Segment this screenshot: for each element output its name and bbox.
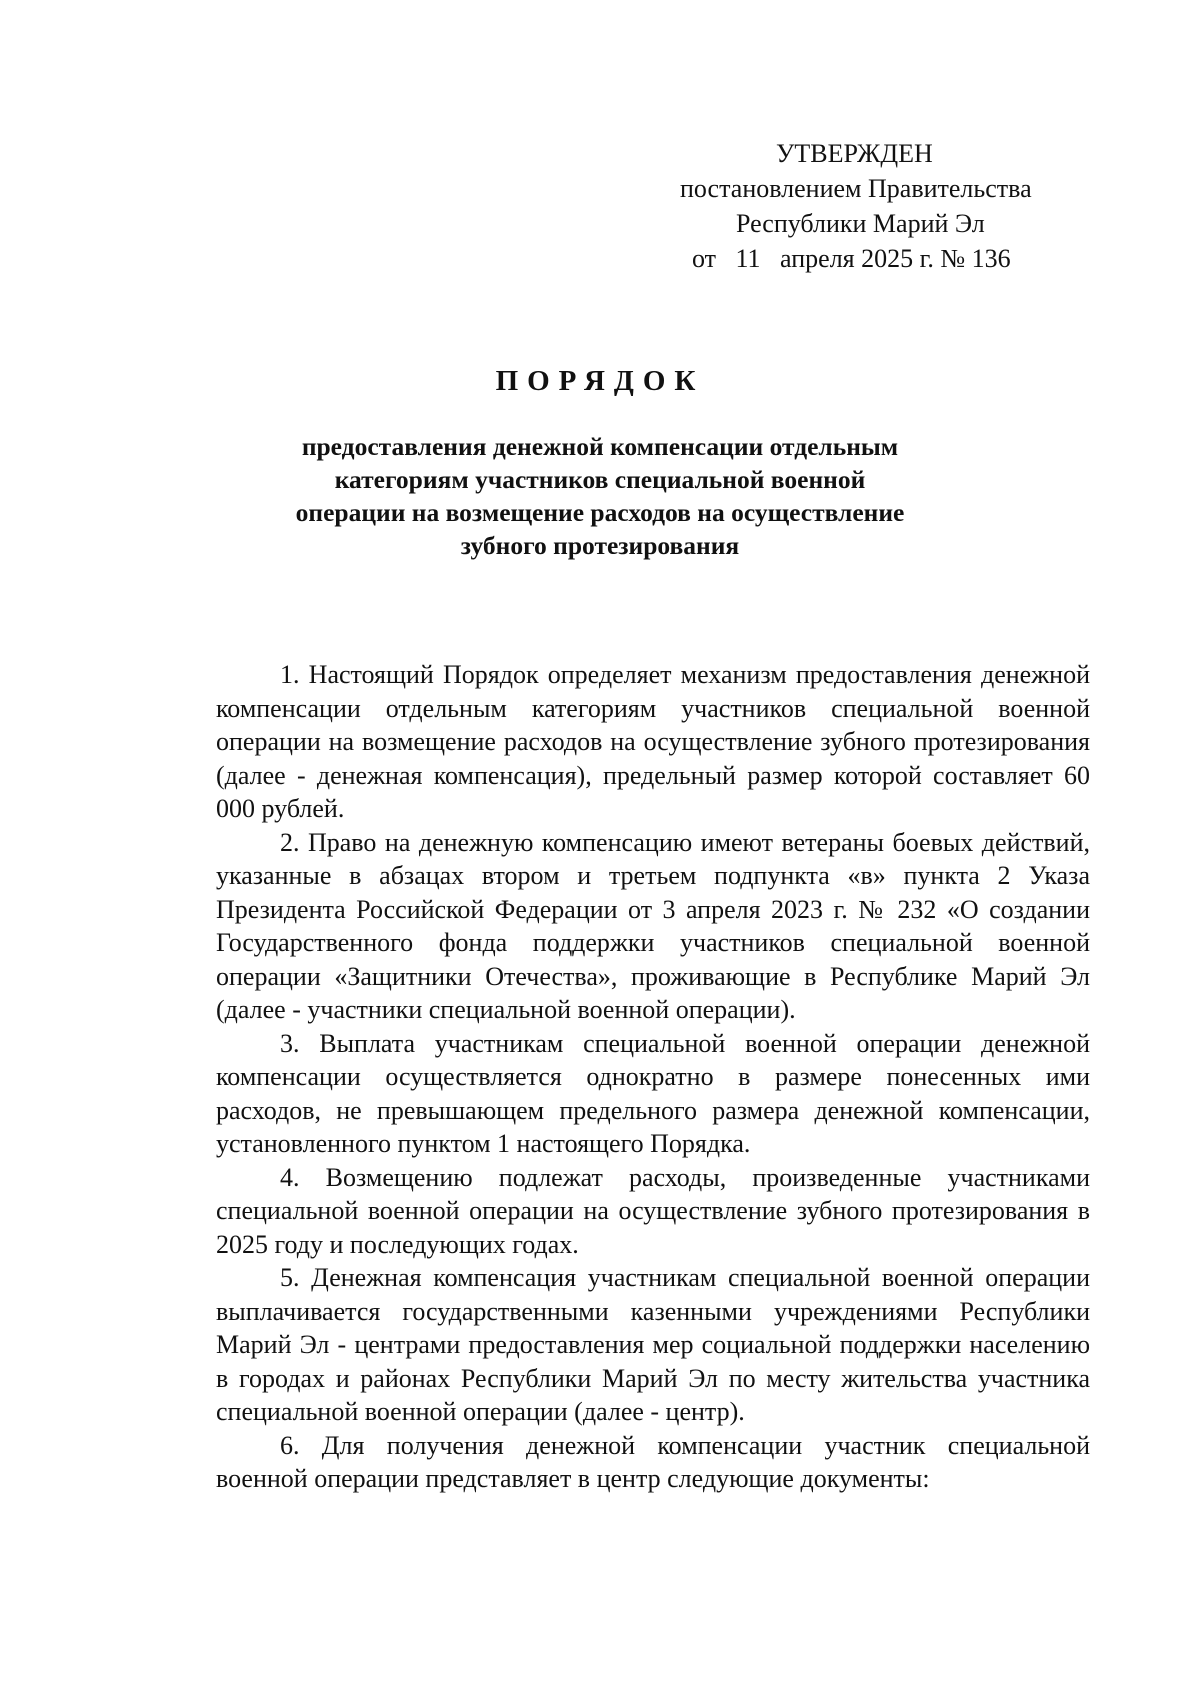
approval-issuer: постановлением Правительства (680, 174, 1032, 203)
approval-region: Республики Марий Эл (736, 209, 985, 238)
subtitle-line: зубного протезирования (460, 531, 740, 560)
document-title: ПОРЯДОК (495, 365, 705, 397)
approval-title: УТВЕРЖДЕН (776, 139, 933, 168)
paragraph-4: 4. Возмещению подлежат расходы, произведенные участниками специальной военной операции на осуществление зубного протезирования в 2025 году и последующих годах. (216, 1162, 1090, 1259)
paragraph-6: 6. Для получения денежной компенсации участник специальной военной операции представляет в центр следующие документы: (216, 1430, 1090, 1493)
subtitle-line: предоставления денежной компенсации отдельным (301, 432, 899, 461)
paragraph-2: 2. Право на денежную компенсацию имеют ветераны боевых действий, указанные в абзацах втором и третьем подпункта «в» пункта 2 Указа Президента Российской Федерации от 3 апреля 2023 г. № 232 «О создании Государственного фонда поддержки участников специальной военной операции «Защитники Отечества», проживающие в Республике Марий Эл (далее - участники специальной военной операции). (216, 827, 1090, 1024)
subtitle-line: категориям участников специальной военной (334, 465, 866, 494)
document-body (216, 658, 1090, 1496)
document-subtitle (290, 430, 910, 562)
paragraph-3: 3. Выплата участникам специальной военной операции денежной компенсации осуществляется однократно в размере понесенных ими расходов, не превышающем предельного размера денежной компенсации, установленного пунктом 1 настоящего Порядка. (216, 1028, 1090, 1158)
approval-date: от 11 апреля 2025 г. № 136 (692, 244, 1011, 273)
subtitle-line: операции на возмещение расходов на осуществление (295, 498, 905, 527)
paragraph-5: 5. Денежная компенсация участникам специальной военной операции выплачивается государственными казенными учреждениями Республики Марий Эл - центрами предоставления мер социальной поддержки населению в городах и районах Республики Марий Эл по месту жительства участника специальной военной операции (далее - центр). (216, 1263, 1090, 1426)
paragraph-1: 1. Настоящий Порядок определяет механизм предоставления денежной компенсации отдельным категориям участников специальной военной операции на возмещение расходов на осуществление зубного протезирования (далее - денежная компенсация), предельный размер которой составляет 60 000 рублей. (216, 660, 1090, 823)
approval-stamp (680, 136, 1100, 276)
